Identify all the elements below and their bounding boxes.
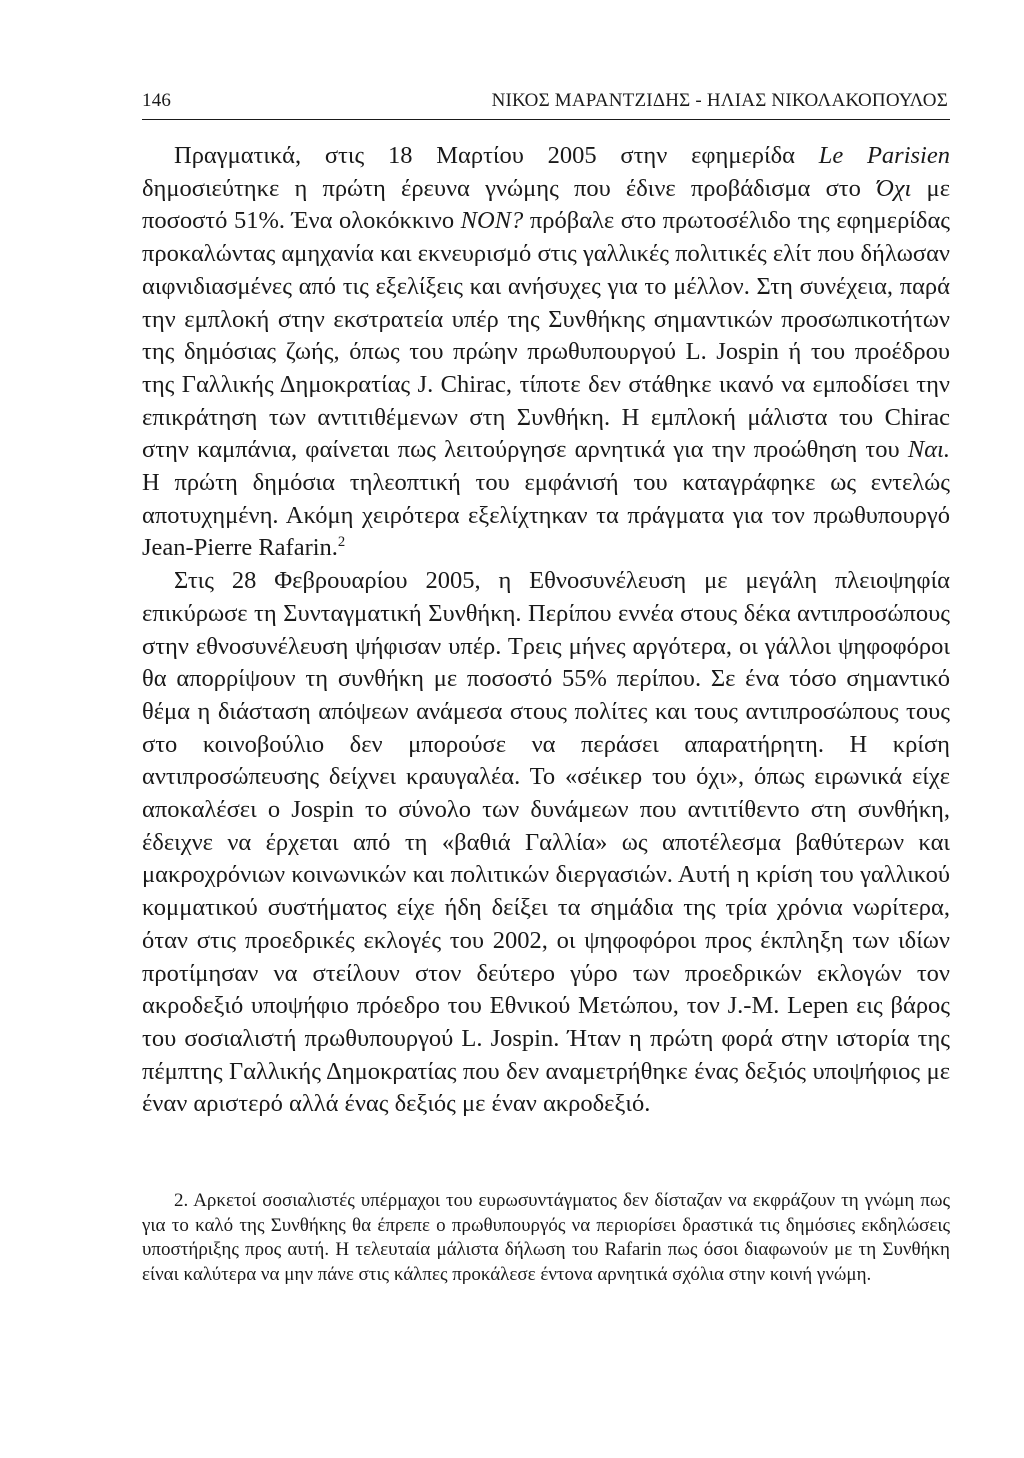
- paragraph-1-text-e: Η πρώτη δημόσια τηλεοπτική του εμφάνισή του καταγράφηκε ως εντελώς αποτυχημένη. Ακόμη χειρότερα εξελίχτηκαν τα πράγματα για τον πρωθυπουργό Jean-Pierre Rafarin.: [142, 469, 950, 562]
- paragraph-1-text-a: Πραγματικά, στις 18 Μαρτίου 2005 στην εφημερίδα: [174, 142, 819, 169]
- paragraph-1: [142, 140, 950, 565]
- emphasis-yes: Ναι.: [907, 436, 950, 464]
- body-text: [142, 140, 950, 1121]
- paragraph-1-text-d: πρόβαλε στο πρωτοσέλιδο της εφημερίδας προκαλώντας αμηχανία και εκνευρισμό στις γαλλικές πολιτικές ελίτ που δήλωσαν αιφνιδιασμένες από τις εξελίξεις και ανήσυχες για το μέλλον. Στη συνέχεια, παρά την εμπλοκή στην εκστρατεία υπέρ της Συνθήκης σημαντικών προσωπικοτήτων της δημόσιας ζωής, όπως του πρώην πρωθυπουργού L. Jospin ή του προέδρου της Γαλλικής Δημοκρατίας J. Chirac, τίποτε δεν στάθηκε ικανό να εμποδίσει την επικράτηση των αντιτιθέμενων στη Συνθήκη. Η εμπλοκή μάλιστα του Chirac στην καμπάνια, φαίνεται πως λειτούργησε αρνητικά για την προώθηση του: [142, 207, 950, 464]
- emphasis-no: Όχι: [876, 174, 912, 202]
- newspaper-name: Le Parisien: [818, 142, 950, 169]
- footnote-reference: 2: [337, 534, 346, 551]
- running-title: ΝΙΚΟΣ ΜΑΡΑΝΤΖΙΔΗΣ - ΗΛΙΑΣ ΝΙΚΟΛΑΚΟΠΟΥΛΟΣ: [491, 90, 948, 111]
- page-number: 146: [142, 90, 172, 111]
- emphasis-non: ΝΟΝ?: [460, 207, 524, 235]
- paragraph-2: Στις 28 Φεβρουαρίου 2005, η Εθνοσυνέλευση με μεγάλη πλειοψηφία επικύρωσε τη Συνταγματική Συνθήκη. Περίπου εννέα στους δέκα αντιπροσώπους στην εθνοσυνέλευση ψήφισαν υπέρ. Τρεις μήνες αργότερα, οι γάλλοι ψηφοφόροι θα απορρίψουν τη συνθήκη με ποσοστό 55% περίπου. Σε ένα τόσο σημαντικό θέμα η διάσταση απόψεων ανάμεσα στους πολίτες και τους αντιπροσώπους τους στο κοινοβούλιο δεν μπορούσε να περάσει απαρατήρητη. Η κρίση αντιπροσώπευσης δείχνει κραυγαλέα. Το «σέικερ του όχι», όπως ειρωνικά είχε αποκαλέσει ο Jospin το σύνολο των δυνάμεων που αντιτίθεντο στη συνθήκη, έδειχνε να έρχεται από τη «βαθιά Γαλλία» ως αποτέλεσμα βαθύτερων και μακροχρόνιων κοινωνικών και πολιτικών διεργασιών. Αυτή η κρίση του γαλλικού κομματικού συστήματος είχε ήδη δείξει τα σημάδια της τρία χρόνια νωρίτερα, όταν στις προεδρικές εκλογές του 2002, οι ψηφοφόροι προς έκπληξη των ιδίων προτίμησαν να στείλουν στον δεύτερο γύρο των προεδρικών εκλογών τον ακροδεξιό υποψήφιο πρόεδρο του Εθνικού Μετώπου, τον J.-M. Lepen εις βάρος του σοσιαλιστή πρωθυπουργού L. Jospin. Ήταν η πρώτη φορά στην ιστορία της πέμπτης Γαλλικής Δημοκρατίας που δεν αναμετρήθηκε ένας δεξιός υποψήφιος με έναν αριστερό αλλά ένας δεξιός με έναν ακροδεξιό.: [142, 567, 950, 1118]
- footnotes: [142, 1189, 950, 1287]
- paragraph-1-text-c: με ποσοστό 51%. Ένα ολοκόκκινο: [142, 174, 950, 235]
- header-rule: [142, 119, 950, 120]
- running-header: [142, 90, 948, 112]
- paragraph-1-text-b: δημοσιεύτηκε η πρώτη έρευνα γνώμης που έδινε προβάδισμα στο: [142, 174, 877, 202]
- footnote-2: 2. Αρκετοί σοσιαλιστές υπέρμαχοι του ευρωσυντάγματος δεν δίσταζαν να εκφράζουν τη γνώμη πως για το καλό της Συνθήκης θα έπρεπε ο πρωθυπουργός να περιορίσει δραστικά τις δημόσιες εκδηλώσεις υποστήριξης προς αυτή. Η τελευταία μάλιστα δήλωση του Rafarin πως όσοι διαφωνούν με τη Συνθήκη είναι καλύτερα να μην πάνε στις κάλπες προκάλεσε έντονα αρνητικά σχόλια στην κοινή γνώμη.: [142, 1190, 950, 1285]
